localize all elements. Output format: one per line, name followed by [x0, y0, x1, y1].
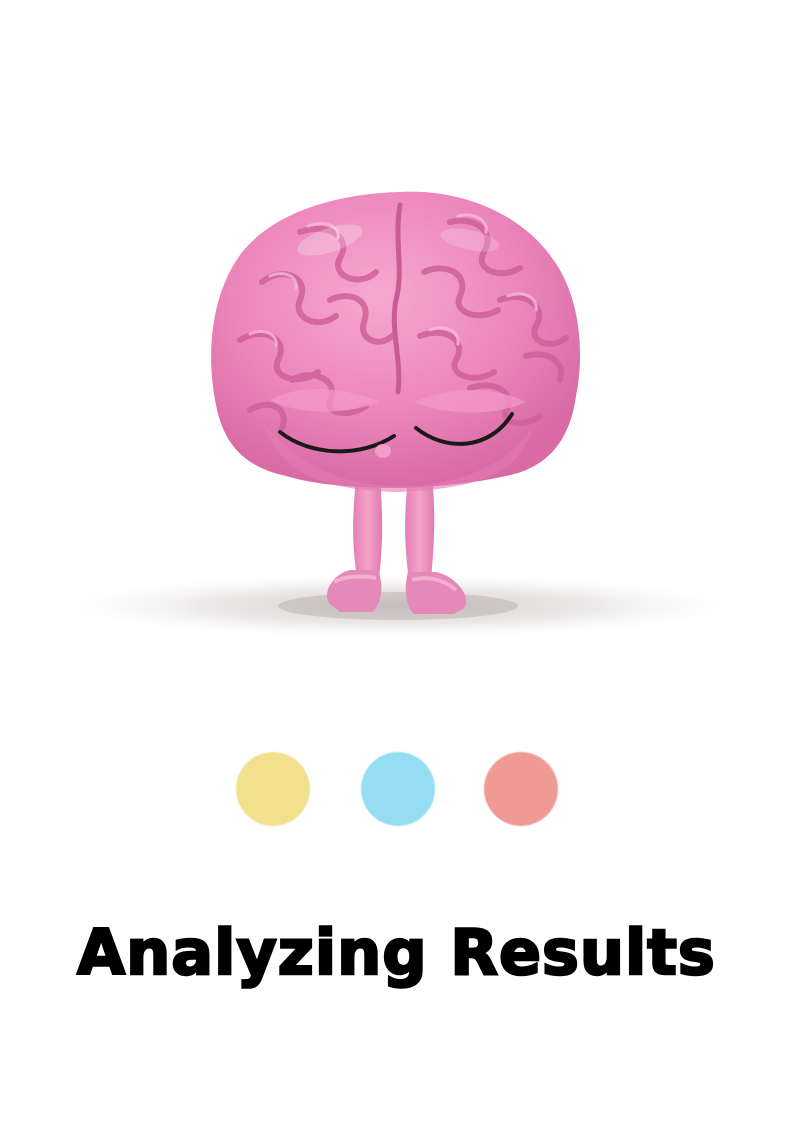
loading-dots: [0, 752, 793, 828]
loading-dot-blue: [361, 752, 435, 826]
loading-dot-red: [484, 752, 558, 826]
status-title: Analyzing Results: [77, 916, 716, 989]
loading-dot-yellow: [236, 752, 310, 826]
